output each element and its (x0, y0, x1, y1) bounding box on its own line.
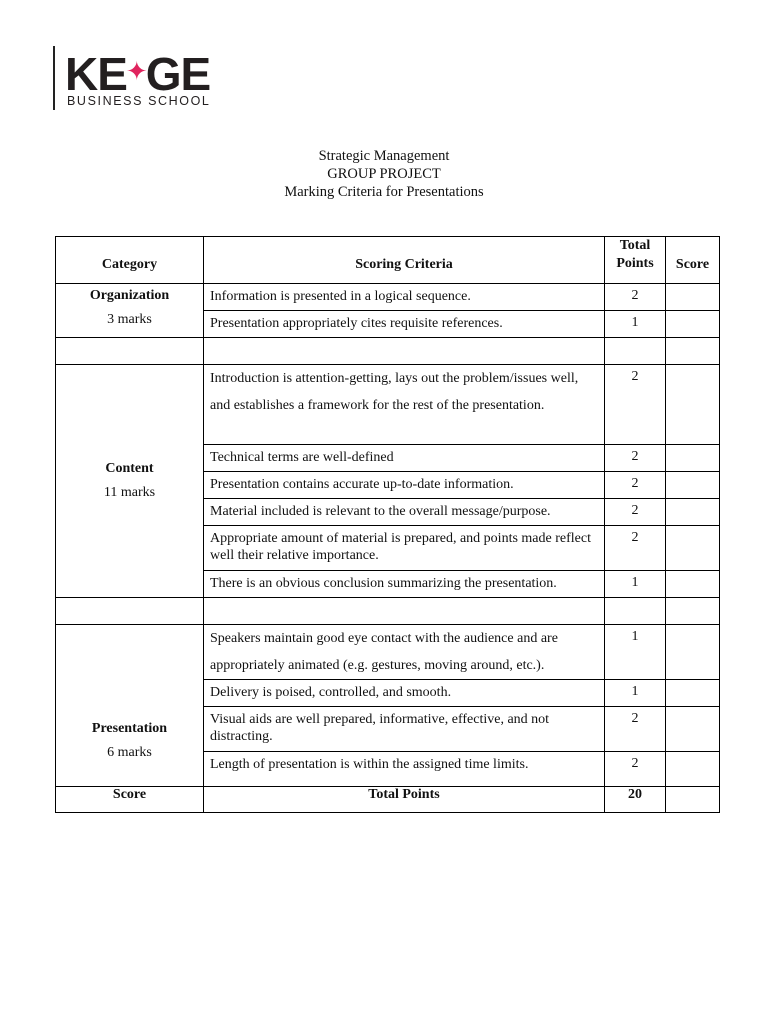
logo-subtitle: BUSINESS SCHOOL (67, 94, 211, 108)
score-cell (666, 499, 720, 526)
points-cell: 2 (605, 526, 666, 571)
criteria-cell: Appropriate amount of material is prepared, and points made reflect well their relative importance. (204, 526, 605, 571)
criteria-cell: Introduction is attention-getting, lays out the problem/issues well, and establishes a framework for the rest of the presentation. (204, 365, 605, 445)
table-row (56, 365, 720, 445)
score-cell (666, 445, 720, 472)
logo-divider (53, 46, 55, 110)
header-category: Category (56, 237, 204, 284)
document-title (0, 147, 768, 201)
project-title: GROUP PROJECT (327, 166, 441, 182)
points-cell: 2 (605, 707, 666, 752)
category-organization: Organization 3 marks (56, 284, 204, 338)
criteria-cell: Technical terms are well-defined (204, 445, 605, 472)
score-cell (666, 284, 720, 311)
criteria-cell: Information is presented in a logical sequence. (204, 284, 605, 311)
logo-wordmark: KE✦GE (65, 48, 211, 100)
spacer-row (56, 338, 720, 365)
score-cell (666, 707, 720, 752)
table-footer-row (56, 787, 720, 813)
footer-total-points-label: Total Points (204, 787, 605, 813)
star-icon: ✦ (125, 56, 147, 86)
marking-criteria-table (55, 236, 720, 813)
points-cell: 2 (605, 752, 666, 787)
spacer-row (56, 598, 720, 625)
criteria-cell: Presentation appropriately cites requisite references. (204, 311, 605, 338)
footer-total-value: 20 (605, 787, 666, 813)
footer-score-label: Score (56, 787, 204, 813)
score-cell (666, 311, 720, 338)
course-title: Strategic Management (318, 148, 450, 164)
score-cell (666, 625, 720, 680)
table-row (56, 284, 720, 311)
header-total-points: Total Points (605, 237, 666, 284)
score-cell (666, 571, 720, 598)
table-header-row (56, 237, 720, 284)
points-cell: 1 (605, 680, 666, 707)
criteria-cell: Material included is relevant to the overall message/purpose. (204, 499, 605, 526)
footer-score-cell (666, 787, 720, 813)
category-presentation: Presentation 6 marks (56, 625, 204, 787)
rubric-title: Marking Criteria for Presentations (284, 184, 484, 200)
criteria-cell: Speakers maintain good eye contact with the audience and are appropriately animated (e.g. gestures, moving around, etc.). (204, 625, 605, 680)
points-cell: 1 (605, 571, 666, 598)
points-cell: 2 (605, 284, 666, 311)
header-score: Score (666, 237, 720, 284)
category-content: Content 11 marks (56, 365, 204, 598)
header-scoring-criteria: Scoring Criteria (204, 237, 605, 284)
criteria-cell: There is an obvious conclusion summarizing the presentation. (204, 571, 605, 598)
points-cell: 1 (605, 311, 666, 338)
criteria-cell: Presentation contains accurate up-to-date information. (204, 472, 605, 499)
table-row (56, 625, 720, 680)
points-cell: 1 (605, 625, 666, 680)
points-cell: 2 (605, 472, 666, 499)
score-cell (666, 526, 720, 571)
criteria-cell: Delivery is poised, controlled, and smooth. (204, 680, 605, 707)
criteria-cell: Length of presentation is within the assigned time limits. (204, 752, 605, 787)
points-cell: 2 (605, 499, 666, 526)
score-cell (666, 752, 720, 787)
score-cell (666, 365, 720, 445)
score-cell (666, 680, 720, 707)
score-cell (666, 472, 720, 499)
points-cell: 2 (605, 445, 666, 472)
points-cell: 2 (605, 365, 666, 445)
criteria-cell: Visual aids are well prepared, informative, effective, and not distracting. (204, 707, 605, 752)
